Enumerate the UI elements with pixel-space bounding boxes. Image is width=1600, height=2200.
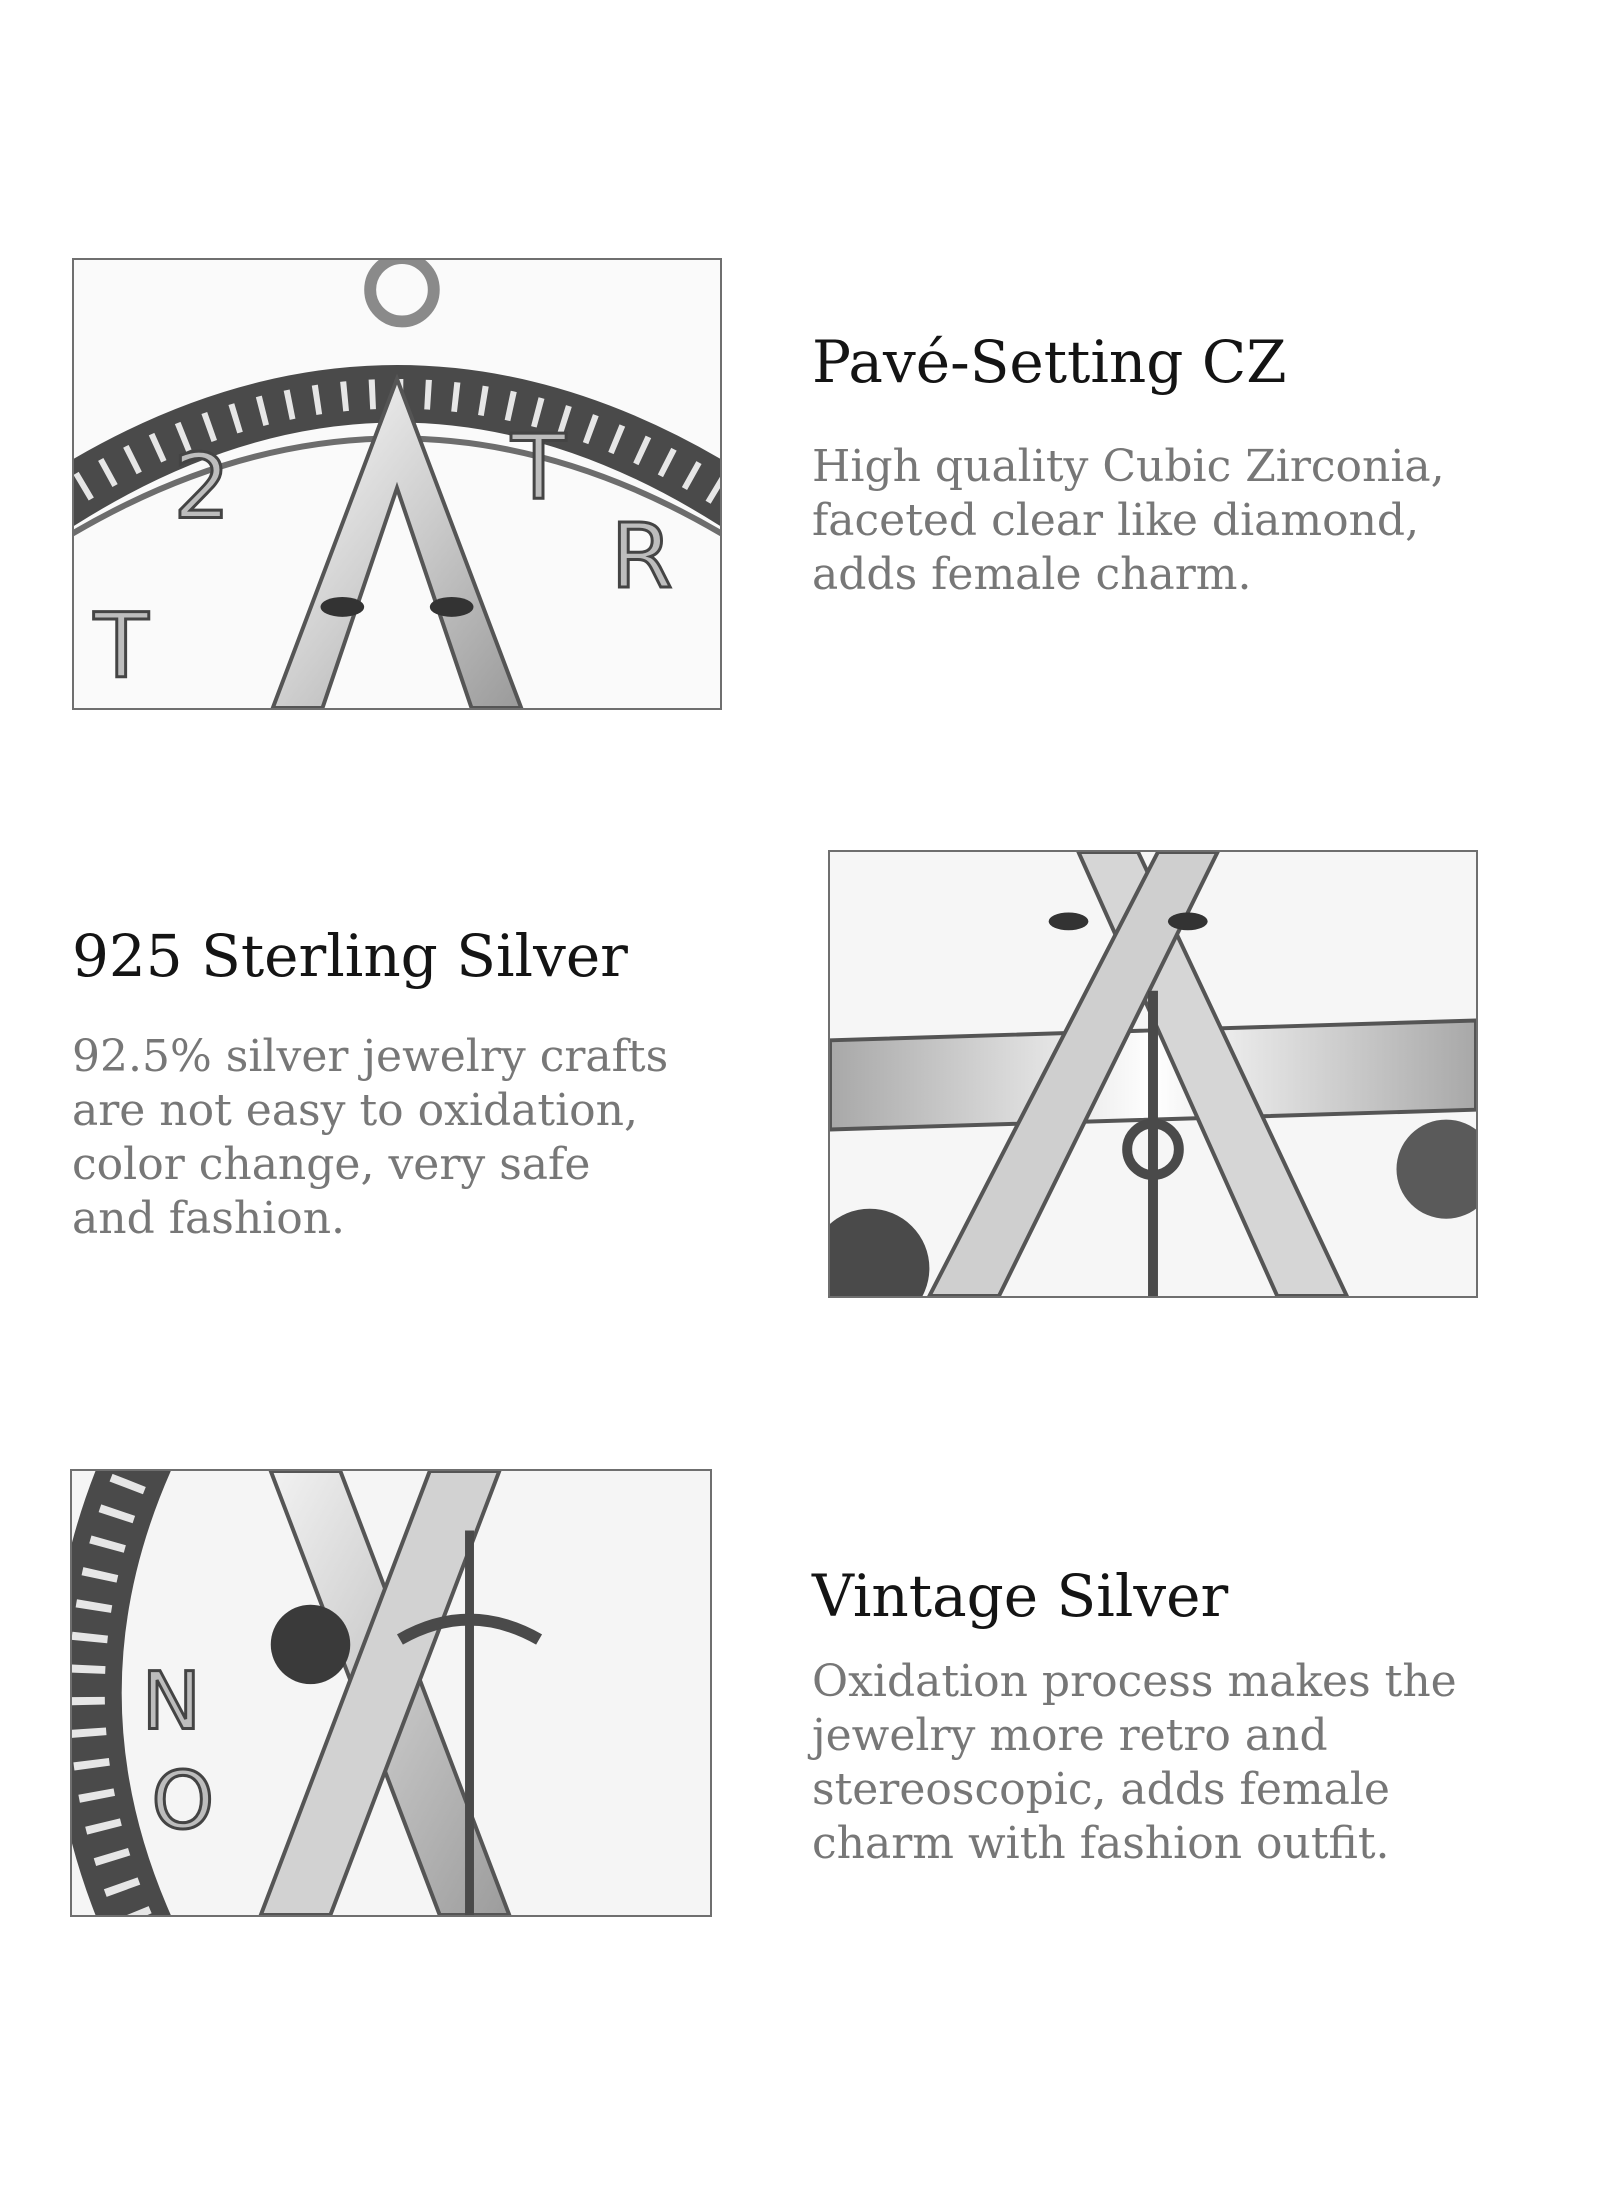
feature-title-vintage-silver: Vintage Silver <box>812 1562 1229 1630</box>
feature-description-vintage-silver: Oxidation process makes the jewelry more retro and stereoscopic, adds female charm with fashion outfit. <box>812 1656 1457 1869</box>
svg-text:N: N <box>141 1654 202 1748</box>
svg-text:T: T <box>511 415 566 520</box>
svg-text:R: R <box>610 505 673 610</box>
svg-text:T: T <box>93 594 149 699</box>
feature-title-sterling-silver: 925 Sterling Silver <box>72 922 628 990</box>
feature-title-pave-cz: Pavé-Setting CZ <box>812 328 1287 396</box>
feature-description-pave-cz: High quality Cubic Zirconia, faceted clear like diamond, adds female charm. <box>812 441 1445 600</box>
svg-text:2: 2 <box>173 435 231 540</box>
vintage-silver-closeup-image <box>70 1469 712 1917</box>
pave-cz-closeup-image <box>72 258 722 710</box>
feature-description-sterling-silver: 92.5% silver jewelry crafts are not easy to oxidation, color change, very safe and fashion. <box>72 1031 669 1244</box>
svg-text:O: O <box>151 1753 215 1847</box>
sterling-silver-closeup-image <box>828 850 1478 1298</box>
